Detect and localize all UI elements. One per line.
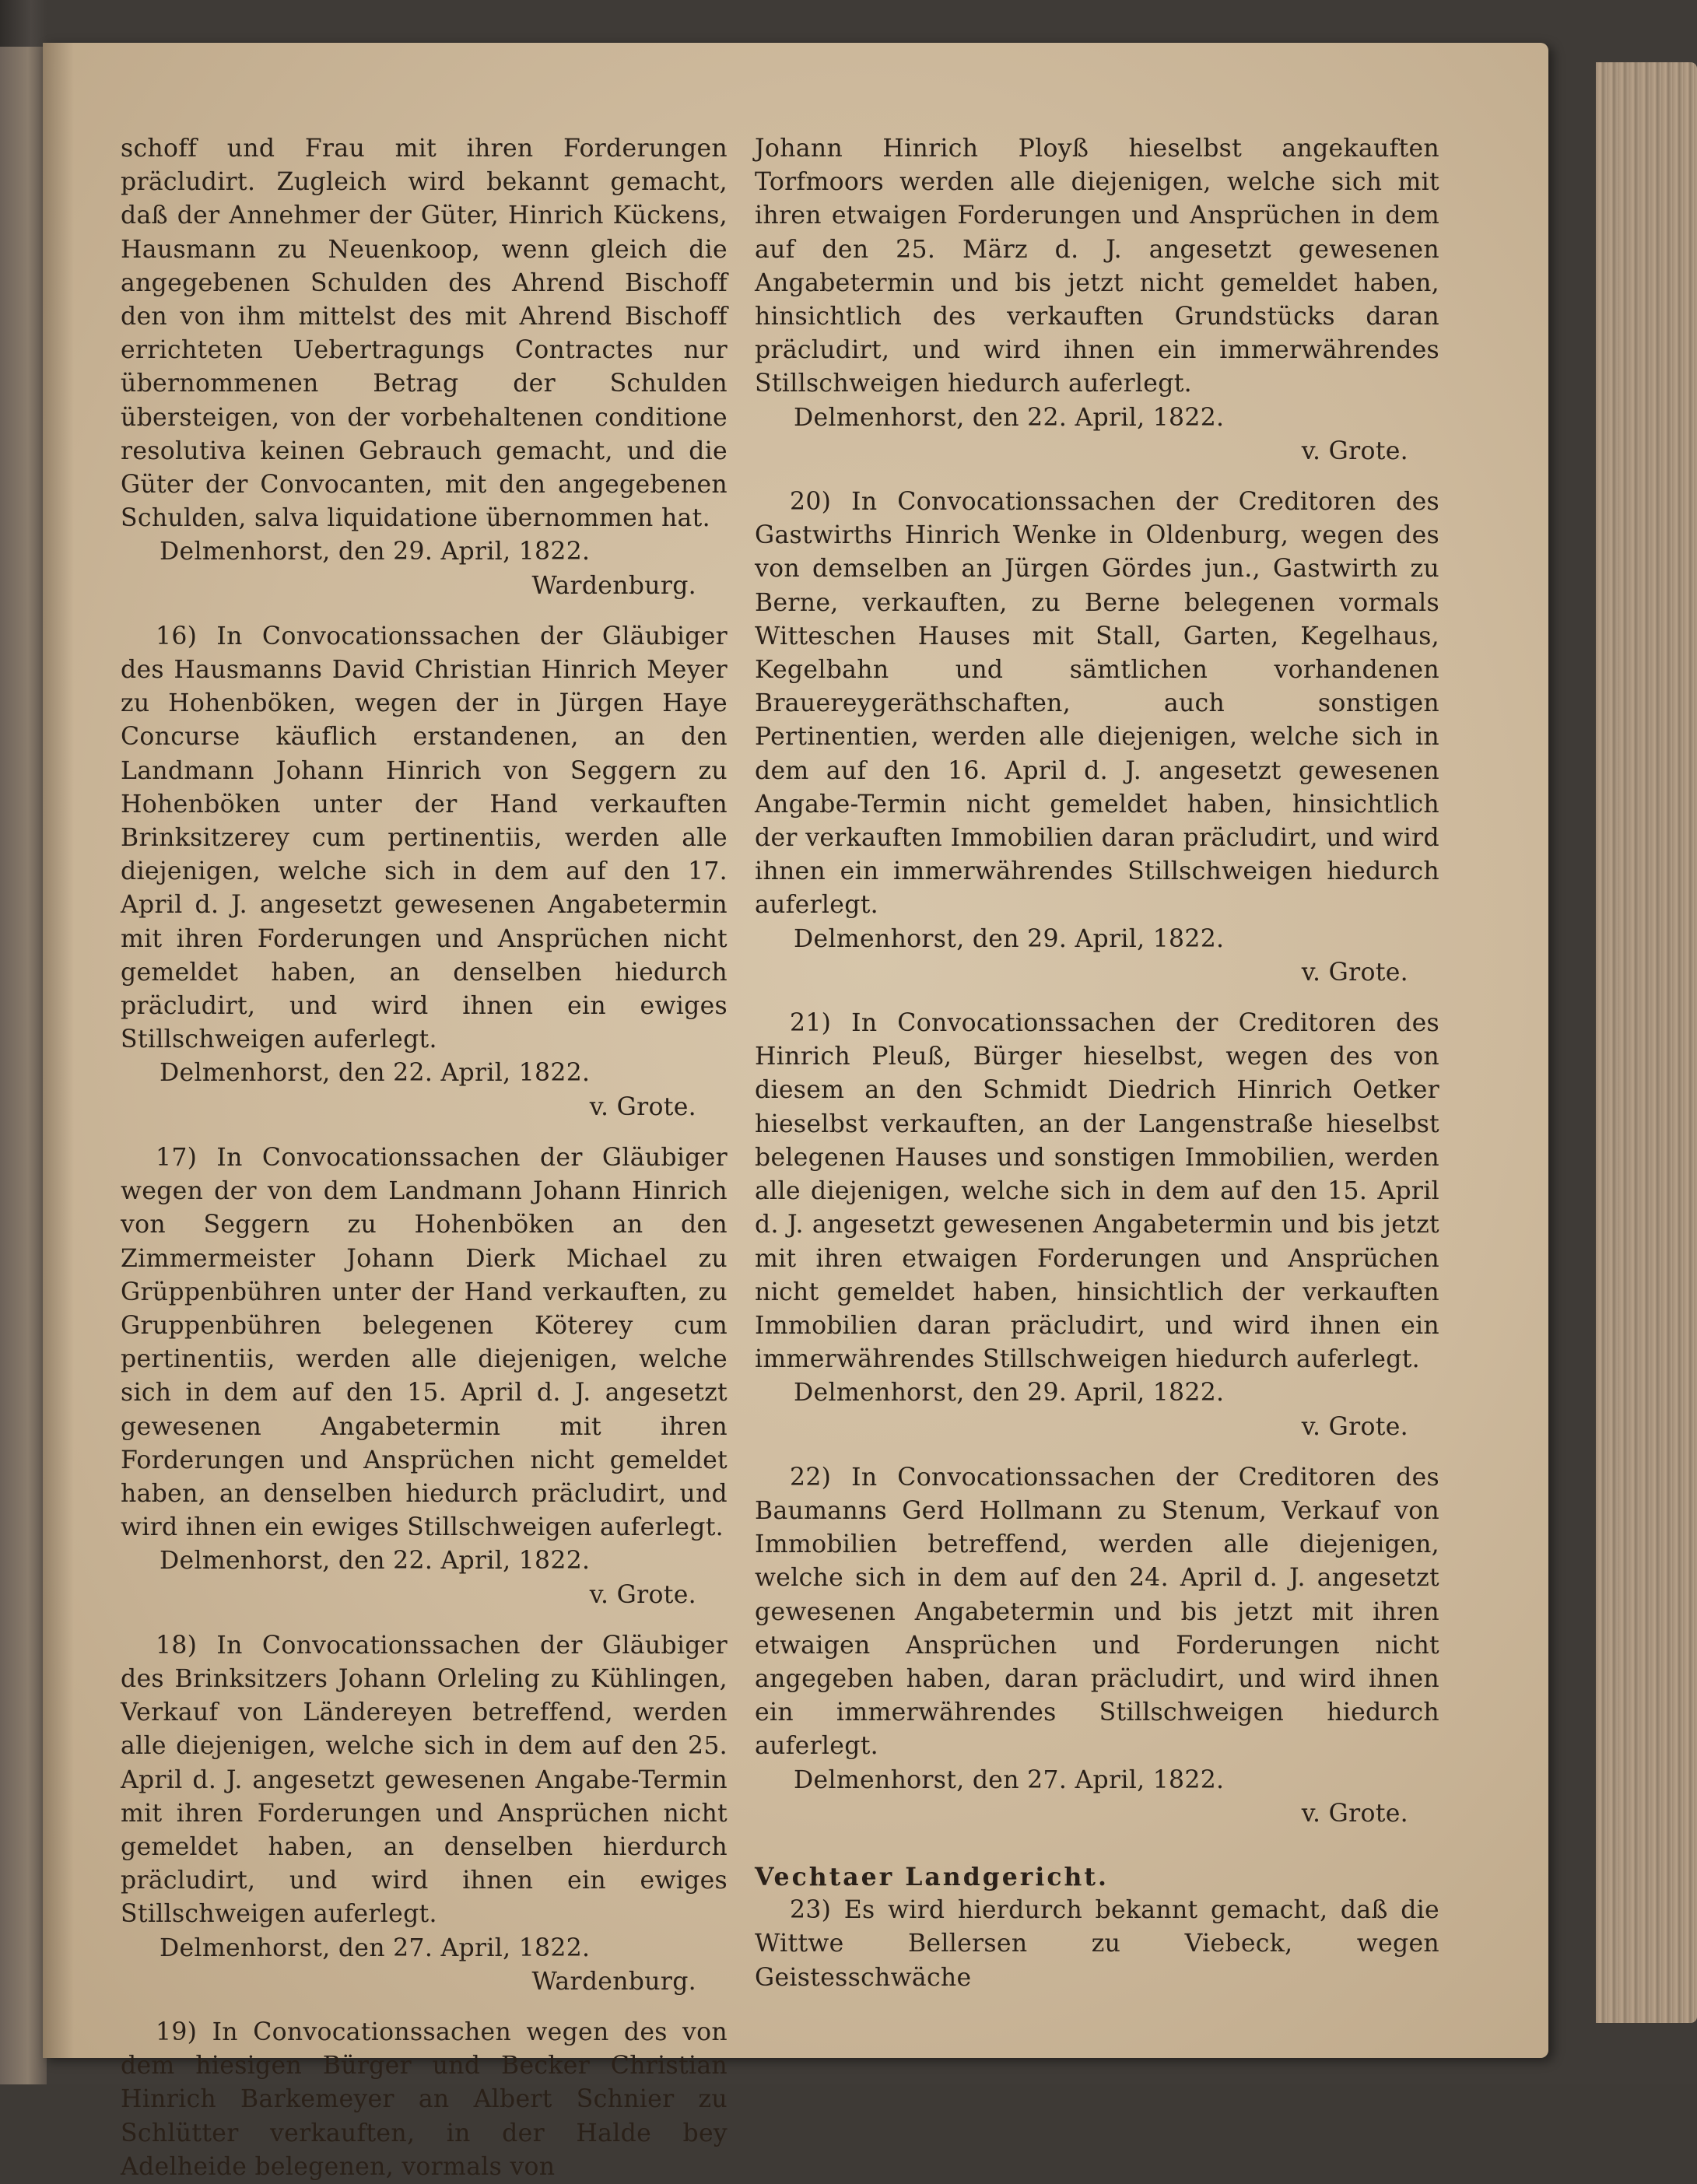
notice-17-date: Delmenhorst, den 22. April, 1822. — [160, 1547, 591, 1576]
notice-16: 16) In Convocationssachen der Gläubiger des Hausmanns David Christian Hinrich Meyer zu Hohenböken, wegen der in Jürgen Haye Concurse käuflich erstandenen, an den Landmann Johann Hinrich von Seggern zu Hohenböken unter der Hand verkauften Brinksitzerey cum pertinentiis, werden alle diejenigen, welche sich in dem auf den 17. April d. J. angesetzt gewesenen Angabetermin mit ihren Forderungen und Ansprüchen nicht gemeldet haben, an denselben hiedurch präcludirt, und wird ihnen ein ewiges Stillschweigen auferlegt. — [121, 622, 728, 1054]
notice-20-date: Delmenhorst, den 29. April, 1822. — [794, 924, 1225, 953]
document-page — [43, 43, 1548, 2181]
left-column — [121, 132, 728, 2184]
notice-19-signature: v. Grote. — [1301, 436, 1408, 465]
notice-21-date: Delmenhorst, den 29. April, 1822. — [794, 1379, 1225, 1408]
notice-19-continued: Johann Hinrich Ployß hieselbst angekauften Torfmoors werden alle diejenigen, welche sich mit ihren etwaigen Forderungen und Ansprüchen in dem auf den 25. März d. J. angesetzt gewesenen Angabetermin und bis jetzt nicht gemeldet haben, hinsichtlich des verkauften Grundstücks daran präcludirt, und wird ihnen ein immerwährendes Stillschweigen hiedurch auferlegt. — [755, 135, 1439, 398]
notice-18-signature: Wardenburg. — [531, 1967, 696, 1996]
notice-21-signature: v. Grote. — [1301, 1412, 1408, 1441]
notice-18-date: Delmenhorst, den 27. April, 1822. — [160, 1933, 591, 1962]
paragraph-signature: Wardenburg. — [531, 571, 696, 600]
page-stack-edge — [1596, 62, 1697, 2023]
notice-22-date: Delmenhorst, den 27. April, 1822. — [794, 1765, 1225, 1794]
right-column — [755, 132, 1439, 1995]
notice-17-signature: v. Grote. — [589, 1580, 696, 1609]
previous-page-edge — [0, 47, 47, 2084]
paragraph-continued: schoff und Frau mit ihren Forderungen präcludirt. Zugleich wird bekannt gemacht, daß der Annehmer der Güter, Hinrich Kückens, Hausmann zu Neuenkoop, wenn gleich die angegebenen Schulden des Ahrend Bischoff den von ihm mittelst des mit Ahrend Bischoff errichteten Uebertragungs Contractes nur übernommenen Betrag der Schulden übersteigen, von der vorbehaltenen conditione resolutiva keinen Gebrauch gemacht, und die Güter der Convocanten, mit den angegebenen Schulden, salva liquidatione übernommen hat. — [121, 135, 728, 533]
notice-19-date: Delmenhorst, den 22. April, 1822. — [794, 403, 1225, 432]
notice-22: 22) In Convocationssachen der Creditoren des Baumanns Gerd Hollmann zu Stenum, Verkauf von Immobilien betreffend, werden alle diejenigen, welche sich in dem auf den 24. April d. J. angesetzt gewesenen Angabetermin und bis jetzt mit ihren etwaigen Ansprüchen und Forderungen nicht angegeben haben, daran präcludirt, und wird ihnen ein immerwährendes Stillschweigen hiedurch auferlegt. — [755, 1463, 1439, 1761]
notice-16-date: Delmenhorst, den 22. April, 1822. — [160, 1059, 591, 1088]
paragraph-date: Delmenhorst, den 29. April, 1822. — [160, 538, 591, 566]
notice-20: 20) In Convocationssachen der Creditoren des Gastwirths Hinrich Wenke in Oldenburg, wegen des von demselben an Jürgen Gördes jun., Gastwirth zu Berne, verkauften, zu Berne belegenen vormals Witteschen Hauses mit Stall, Garten, Kegelhaus, Kegelbahn und sämtlichen vorhandenen Brauereygeräthschaften, auch sonstigen Pertinentien, werden alle diejenigen, welche sich in dem auf den 16. April d. J. angesetzt gewesenen Angabe-Termin nicht gemeldet haben, hinsichtlich der verkauften Immobilien daran präcludirt, und wird ihnen ein immerwährendes Stillschweigen hiedurch auferlegt. — [755, 488, 1439, 920]
section-heading: Vechtaer Landgericht. — [755, 1862, 1109, 1891]
notice-23: 23) Es wird hierdurch bekannt gemacht, daß die Wittwe Bellersen zu Viebeck, wegen Geistesschwäche — [755, 1896, 1439, 1992]
notice-17: 17) In Convocationssachen der Gläubiger wegen der von dem Landmann Johann Hinrich von Seggern zu Hohenböken an den Zimmermeister Johann Dierk Michael zu Grüppenbühren unter der Hand verkauften, zu Gruppenbühren belegenen Köterey cum pertinentiis, werden alle diejenigen, welche sich in dem auf den 15. April d. J. angesetzt gewesenen Angabetermin mit ihren Forderungen und Ansprüchen nicht gemeldet haben, an denselben hiedurch präcludirt, und wird ihnen ein ewiges Stillschweigen auferlegt. — [121, 1143, 728, 1542]
notice-18: 18) In Convocationssachen der Gläubiger des Brinksitzers Johann Orleling zu Kühlingen, Verkauf von Ländereyen betreffend, werden alle diejenigen, welche sich in dem auf den 25. April d. J. angesetzt gewesenen Angabe-Termin mit ihren Forderungen und Ansprüchen nicht gemeldet haben, an denselben hierdurch präcludirt, und wird ihnen ein ewiges Stillschweigen auferlegt. — [121, 1631, 728, 1929]
notice-19: 19) In Convocationssachen wegen des von dem hiesigen Bürger und Becker Christian Hinrich Barkemeyer an Albert Schnier zu Schlütter verkauften, in der Halde bey Adelheide belegenen, vormals von — [121, 2017, 728, 2181]
notice-16-signature: v. Grote. — [589, 1092, 696, 1121]
notice-21: 21) In Convocationssachen der Creditoren des Hinrich Pleuß, Bürger hieselbst, wegen des von diesem an den Schmidt Diedrich Hinrich Oetker hieselbst verkauften, an der Langenstraße hieselbst belegenen Hauses und sonstigen Immobilien, werden alle diejenigen, welche sich in dem auf den 15. April d. J. angesetzt gewesenen Angabetermin und bis jetzt mit ihren etwaigen Forderungen und Ansprüchen nicht gemeldet haben, hinsichtlich der verkauften Immobilien daran präcludirt, und wird ihnen ein immerwährendes Stillschweigen hiedurch auferlegt. — [755, 1009, 1439, 1374]
notice-20-signature: v. Grote. — [1301, 958, 1408, 987]
notice-22-signature: v. Grote. — [1301, 1799, 1408, 1828]
